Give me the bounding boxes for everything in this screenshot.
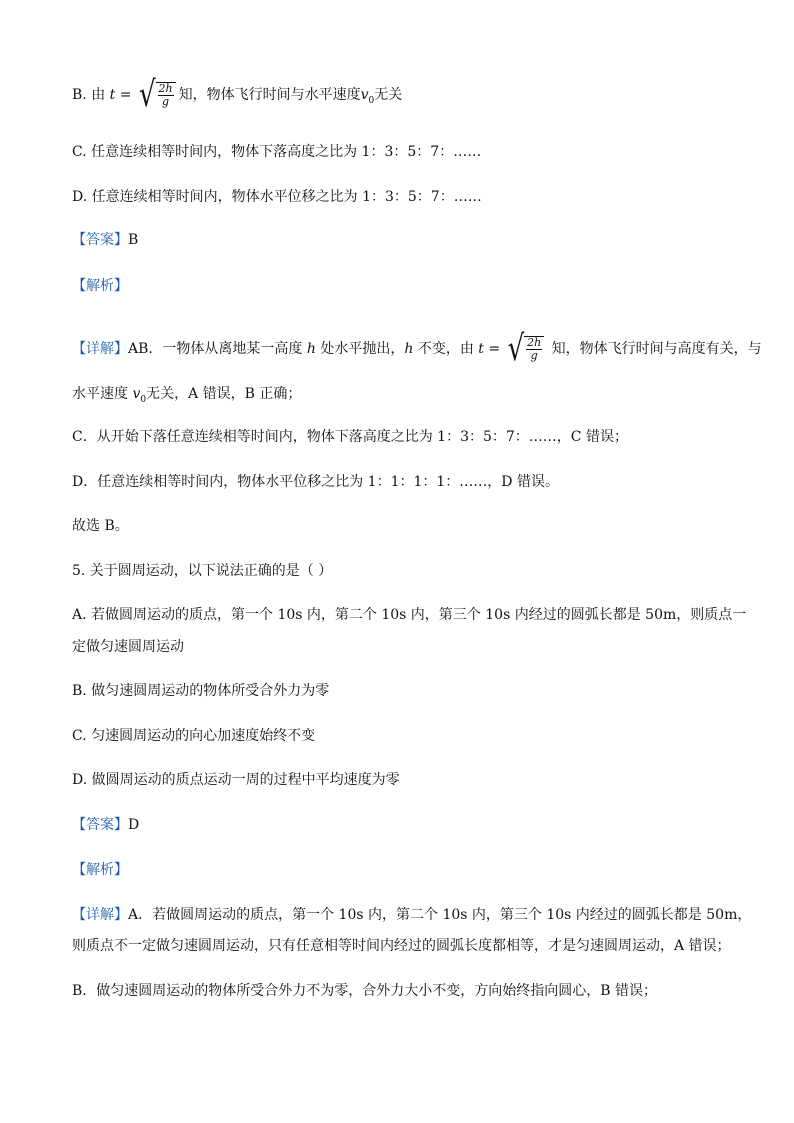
detail-text: 水平速度: [72, 386, 133, 402]
t-variable: t: [478, 341, 484, 357]
equals-sign: =: [115, 87, 136, 103]
answer-line: [72, 815, 734, 835]
detail-line-c: C．从开始下落任意连续相等时间内，物体下落高度之比为 1：3：5：7：……，C 错误；: [72, 429, 628, 445]
sqrt-formula: [138, 74, 176, 116]
detail2-line-a1: [72, 905, 752, 925]
detail-line-d: D．任意连续相等时间内，物体水平位移之比为 1：1：1：1：……，D 错误。: [72, 474, 559, 490]
option-b-line: [72, 74, 734, 116]
detail2-line-a2: 则质点不一定做匀速圆周运动，只有任意相等时间内经过的圆弧长度都相等，才是匀速圆周运动，A 错误；: [72, 938, 731, 954]
answer-tag: 【答案】: [72, 232, 128, 248]
fraction-numerator: 2h: [158, 82, 173, 95]
answer-value: B: [128, 232, 139, 248]
q5-option-b: B. 做匀速圆周运动的物体所受合外力为零: [72, 683, 330, 699]
radical-body: [156, 82, 176, 108]
answer-value: D: [128, 817, 140, 833]
option-c-line: C. 任意连续相等时间内，物体下落高度之比为 1：3：5：7：……: [72, 144, 482, 160]
equals-sign: =: [483, 341, 505, 357]
detail-text: 处水平抛出，: [315, 341, 405, 357]
detail-text: 知，物体飞行时间与高度有关，与: [547, 341, 762, 357]
fraction-denominator: g: [162, 95, 170, 108]
fraction-numerator: 2h: [527, 336, 542, 349]
detail-text: A．若做圆周运动的质点，第一个 10s 内，第二个 10s 内，第三个 10s 内经过的圆弧长都是 50m，: [128, 907, 752, 923]
conclusion-line: 故选 B。: [72, 518, 129, 534]
detail-text: 无关，A 错误，B 正确；: [146, 386, 302, 402]
question-5-stem: 5. 关于圆周运动，以下说法正确的是（ ）: [72, 563, 333, 579]
q5-option-c: C. 匀速圆周运动的向心加速度始终不变: [72, 728, 316, 744]
h-variable: h: [306, 341, 316, 357]
detail-tag: 【详解】: [72, 907, 128, 923]
option-b-end: 无关: [374, 87, 403, 103]
analysis-heading: 【解析】: [72, 862, 128, 878]
q5-option-a-line-1: A. 若做圆周运动的质点，第一个 10s 内，第二个 10s 内，第三个 10s 内经过的圆弧长都是 50m，则质点一: [72, 607, 747, 623]
detail-line-2: [72, 384, 734, 410]
q5-option-d: D. 做圆周运动的质点运动一周的过程中平均速度为零: [72, 772, 400, 788]
detail2-line-b: B．做匀速圆周运动的物体所受合外力不为零，合外力大小不变，方向始终指向圆心，B 错误；: [72, 983, 658, 999]
answer-line: [72, 230, 734, 250]
v-variable: v: [360, 87, 369, 103]
sqrt-formula: [507, 328, 545, 370]
t-variable: t: [109, 87, 116, 103]
radical-sign: √: [507, 328, 525, 370]
fraction-denominator: g: [530, 349, 538, 362]
answer-tag: 【答案】: [72, 817, 128, 833]
v-subscript: 0: [140, 394, 147, 405]
detail-text: AB．一物体从离地某一高度: [128, 341, 307, 357]
radical-body: [524, 336, 544, 362]
h-variable: h: [404, 341, 414, 357]
detail-text: 不变，由: [413, 341, 479, 357]
q5-option-a-line-2: 定做匀速圆周运动: [72, 639, 184, 655]
detail-tag: 【详解】: [72, 341, 128, 357]
v-variable: v: [132, 386, 141, 402]
radical-sign: √: [138, 74, 156, 116]
option-b-prefix: B. 由: [72, 87, 106, 103]
analysis-heading: 【解析】: [72, 278, 128, 294]
v-subscript: 0: [368, 95, 375, 106]
detail-line-1: [72, 328, 762, 370]
option-b-text: 知，物体飞行时间与水平速度: [178, 87, 361, 103]
option-d-line: D. 任意连续相等时间内，物体水平位移之比为 1：3：5：7：……: [72, 189, 482, 205]
